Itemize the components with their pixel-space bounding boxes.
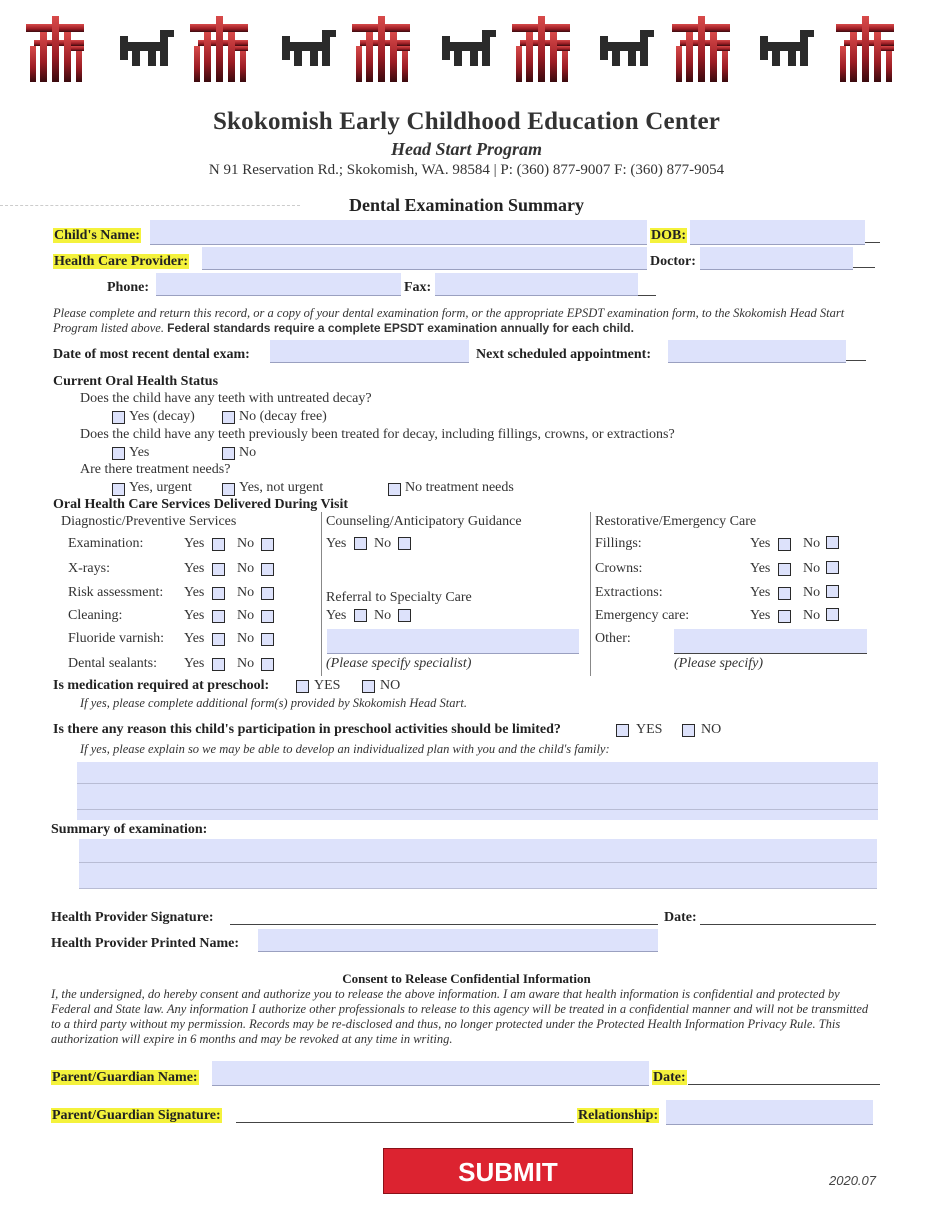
col1-no-checkbox[interactable]	[261, 633, 274, 646]
rule-line	[79, 888, 877, 889]
q3-urgent-label: Yes, urgent	[129, 480, 192, 495]
q2-yes-checkbox[interactable]	[112, 447, 125, 460]
doctor-field[interactable]	[700, 247, 853, 270]
col3-no-checkbox[interactable]	[826, 536, 839, 549]
col1-item-label: Fluoride varnish:	[68, 631, 165, 646]
summary-label: Summary of examination:	[51, 822, 208, 837]
col1-item-label: Risk assessment:	[68, 585, 164, 600]
limitation-no-checkbox[interactable]	[682, 724, 695, 737]
col2-title: Counseling/Anticipatory Guidance	[326, 514, 522, 529]
dob-field[interactable]	[690, 220, 865, 245]
oral-status-title: Current Oral Health Status	[53, 374, 219, 389]
counseling-yes-checkbox[interactable]	[354, 537, 367, 550]
col1-no-checkbox[interactable]	[261, 587, 274, 600]
provider-signature-line[interactable]	[230, 924, 658, 925]
col1-no-label: No	[237, 585, 255, 600]
col1-no-checkbox[interactable]	[261, 538, 274, 551]
parent-date-label: Date:	[653, 1070, 686, 1085]
limitation-no-label: NO	[701, 722, 722, 737]
column-divider	[321, 512, 322, 676]
specialist-hint: (Please specify specialist)	[326, 656, 472, 671]
parent-name-field[interactable]	[212, 1061, 649, 1086]
medication-no-checkbox[interactable]	[362, 680, 375, 693]
underline	[853, 267, 875, 268]
services-title: Oral Health Care Services Delivered During Visit	[53, 497, 348, 512]
col1-yes-checkbox[interactable]	[212, 538, 225, 551]
q2-yes-label: Yes	[129, 445, 150, 460]
parent-name-label: Parent/Guardian Name:	[52, 1070, 198, 1085]
limitation-yes-label: YES	[636, 722, 663, 737]
next-appt-label: Next scheduled appointment:	[476, 347, 652, 362]
col1-no-label: No	[237, 608, 255, 623]
col3-yes-checkbox[interactable]	[778, 610, 791, 623]
col1-yes-checkbox[interactable]	[212, 633, 225, 646]
consent-title: Consent to Release Confidential Information	[342, 971, 591, 986]
counseling-no-label: No	[374, 536, 392, 551]
rule-line	[77, 783, 878, 784]
q1-no-label: No (decay free)	[239, 409, 327, 424]
referral-no-checkbox[interactable]	[398, 609, 411, 622]
q2-no-label: No	[239, 445, 257, 460]
tribal-pattern-banner	[22, 14, 912, 86]
referral-yes-checkbox[interactable]	[354, 609, 367, 622]
form-version: 2020.07	[829, 1173, 876, 1188]
col1-item-label: Examination:	[68, 536, 144, 551]
parent-date-line[interactable]	[688, 1084, 880, 1085]
col3-no-checkbox[interactable]	[826, 561, 839, 574]
col3-yes-checkbox[interactable]	[778, 563, 791, 576]
other-field[interactable]	[674, 629, 867, 654]
col1-no-checkbox[interactable]	[261, 610, 274, 623]
phone-field[interactable]	[156, 273, 401, 296]
col1-no-checkbox[interactable]	[261, 563, 274, 576]
col1-no-label: No	[237, 561, 255, 576]
referral-label: Referral to Specialty Care	[326, 590, 472, 605]
medication-yes-checkbox[interactable]	[296, 680, 309, 693]
col3-yes-label: Yes	[750, 608, 771, 623]
q3-none-checkbox[interactable]	[388, 483, 401, 496]
q3-none-label: No treatment needs	[405, 480, 514, 495]
col1-no-label: No	[237, 536, 255, 551]
org-name: Skokomish Early Childhood Education Center	[212, 108, 721, 135]
col3-no-checkbox[interactable]	[826, 585, 839, 598]
col1-no-label: No	[237, 631, 255, 646]
q3-not-urgent-label: Yes, not urgent	[239, 480, 324, 495]
dob-label: DOB:	[651, 228, 686, 243]
parent-signature-line[interactable]	[236, 1122, 574, 1123]
col1-yes-checkbox[interactable]	[212, 587, 225, 600]
doctor-label: Doctor:	[650, 254, 696, 269]
provider-date-label: Date:	[664, 910, 697, 925]
referral-no-label: No	[374, 608, 392, 623]
submit-button[interactable]: SUBMIT	[383, 1148, 633, 1194]
col1-yes-label: Yes	[184, 585, 205, 600]
summary-textarea[interactable]	[79, 839, 877, 889]
instructions-italic: Please complete and return this record, or a copy of your dental examination form, or the appropriate EPSDT examination form, to the Skokomish Head Start Program listed above.	[53, 306, 845, 335]
medication-yes-label: YES	[314, 678, 341, 693]
medication-no-label: NO	[380, 678, 401, 693]
medication-question: Is medication required at preschool:	[53, 678, 270, 693]
col1-no-label: No	[237, 656, 255, 671]
col1-item-label: X-rays:	[68, 561, 110, 576]
fax-field[interactable]	[435, 273, 638, 296]
limitation-note: If yes, please explain so we may be able to develop an individualized plan with you and the child's family:	[80, 742, 610, 756]
q1-yes-checkbox[interactable]	[112, 411, 125, 424]
parent-signature-label: Parent/Guardian Signature:	[52, 1108, 221, 1123]
next-appt-field[interactable]	[668, 340, 846, 363]
col1-no-checkbox[interactable]	[261, 658, 274, 671]
provider-signature-label: Health Provider Signature:	[51, 910, 214, 925]
col1-yes-label: Yes	[184, 631, 205, 646]
q3-not-urgent-checkbox[interactable]	[222, 483, 235, 496]
underline	[638, 295, 656, 296]
provider-label: Health Care Provider:	[54, 254, 189, 269]
q2-text: Does the child have any teeth previously been treated for decay, including fillings, crowns, or extractions?	[80, 427, 675, 442]
col3-title: Restorative/Emergency Care	[595, 514, 757, 529]
q1-text: Does the child have any teeth with untreated decay?	[80, 391, 372, 406]
recent-exam-field[interactable]	[270, 340, 469, 363]
limitation-yes-checkbox[interactable]	[616, 724, 629, 737]
phone-label: Phone:	[107, 280, 149, 295]
fax-label: Fax:	[404, 280, 432, 295]
limitation-explanation-textarea[interactable]	[77, 762, 878, 820]
col3-no-label: No	[803, 608, 821, 623]
form-title: Dental Examination Summary	[348, 195, 584, 215]
relationship-field[interactable]	[666, 1100, 873, 1125]
q1-no-checkbox[interactable]	[222, 411, 235, 424]
child-name-label: Child's Name:	[54, 228, 140, 243]
q3-urgent-checkbox[interactable]	[112, 483, 125, 496]
other-label: Other:	[595, 631, 631, 646]
instructions-bold: Federal standards require a complete EPSDT examination annually for each child.	[167, 321, 634, 335]
col1-yes-label: Yes	[184, 608, 205, 623]
printed-name-field[interactable]	[258, 929, 658, 952]
underline	[865, 242, 880, 243]
q1-yes-label: Yes (decay)	[129, 409, 195, 424]
counseling-no-checkbox[interactable]	[398, 537, 411, 550]
col3-yes-label: Yes	[750, 536, 771, 551]
col3-no-checkbox[interactable]	[826, 608, 839, 621]
col1-item-label: Cleaning:	[68, 608, 123, 623]
q2-no-checkbox[interactable]	[222, 447, 235, 460]
child-name-field[interactable]	[150, 220, 647, 245]
referral-yes-label: Yes	[326, 608, 347, 623]
provider-date-line[interactable]	[700, 924, 876, 925]
underline	[846, 360, 866, 361]
col1-title: Diagnostic/Preventive Services	[61, 514, 237, 529]
col1-yes-checkbox[interactable]	[212, 610, 225, 623]
col3-yes-checkbox[interactable]	[778, 538, 791, 551]
col3-yes-checkbox[interactable]	[778, 587, 791, 600]
program-name: Head Start Program	[390, 139, 542, 159]
col1-yes-checkbox[interactable]	[212, 658, 225, 671]
col1-item-label: Dental sealants:	[68, 656, 158, 671]
org-address: N 91 Reservation Rd.; Skokomish, WA. 98584 | P: (360) 877-9007 F: (360) 877-9054	[208, 162, 725, 178]
col3-no-label: No	[803, 561, 821, 576]
consent-text: I, the undersigned, do hereby consent and authorize you to release the above information. I am aware that health information is confidential and protected by Federal and State law. Any information I authorize other professionals to release to this agency will be treated in a confidential manner and will not be transmitted to a third party without my permission. Records may be re-disclosed and thus, no longer protected under the Protected Health Information Privacy Rule. This authorization will expire in 6 months and may be revoked at any time in writing.	[51, 987, 869, 1046]
col3-item-label: Fillings:	[595, 536, 642, 551]
provider-field[interactable]	[202, 247, 647, 270]
counseling-yes-label: Yes	[326, 536, 347, 551]
recent-exam-label: Date of most recent dental exam:	[53, 347, 250, 362]
col1-yes-label: Yes	[184, 561, 205, 576]
col3-yes-label: Yes	[750, 561, 771, 576]
rule-line	[79, 862, 877, 863]
other-hint: (Please specify)	[674, 656, 764, 671]
limitation-question: Is there any reason this child's participation in preschool activities should be limited?	[53, 722, 561, 737]
col3-item-label: Emergency care:	[595, 608, 690, 623]
column-divider	[590, 512, 591, 676]
relationship-label: Relationship:	[578, 1108, 659, 1123]
q3-text: Are there treatment needs?	[80, 462, 231, 477]
medication-note: If yes, please complete additional form(s) provided by Skokomish Head Start.	[80, 696, 467, 710]
specialist-field[interactable]	[327, 629, 579, 654]
col3-no-label: No	[803, 585, 821, 600]
rule-line	[77, 809, 878, 810]
col3-no-label: No	[803, 536, 821, 551]
col3-item-label: Crowns:	[595, 561, 643, 576]
printed-name-label: Health Provider Printed Name:	[51, 936, 240, 951]
col3-item-label: Extractions:	[595, 585, 663, 600]
instructions	[53, 306, 873, 336]
col1-yes-checkbox[interactable]	[212, 563, 225, 576]
col1-yes-label: Yes	[184, 656, 205, 671]
col3-yes-label: Yes	[750, 585, 771, 600]
col1-yes-label: Yes	[184, 536, 205, 551]
